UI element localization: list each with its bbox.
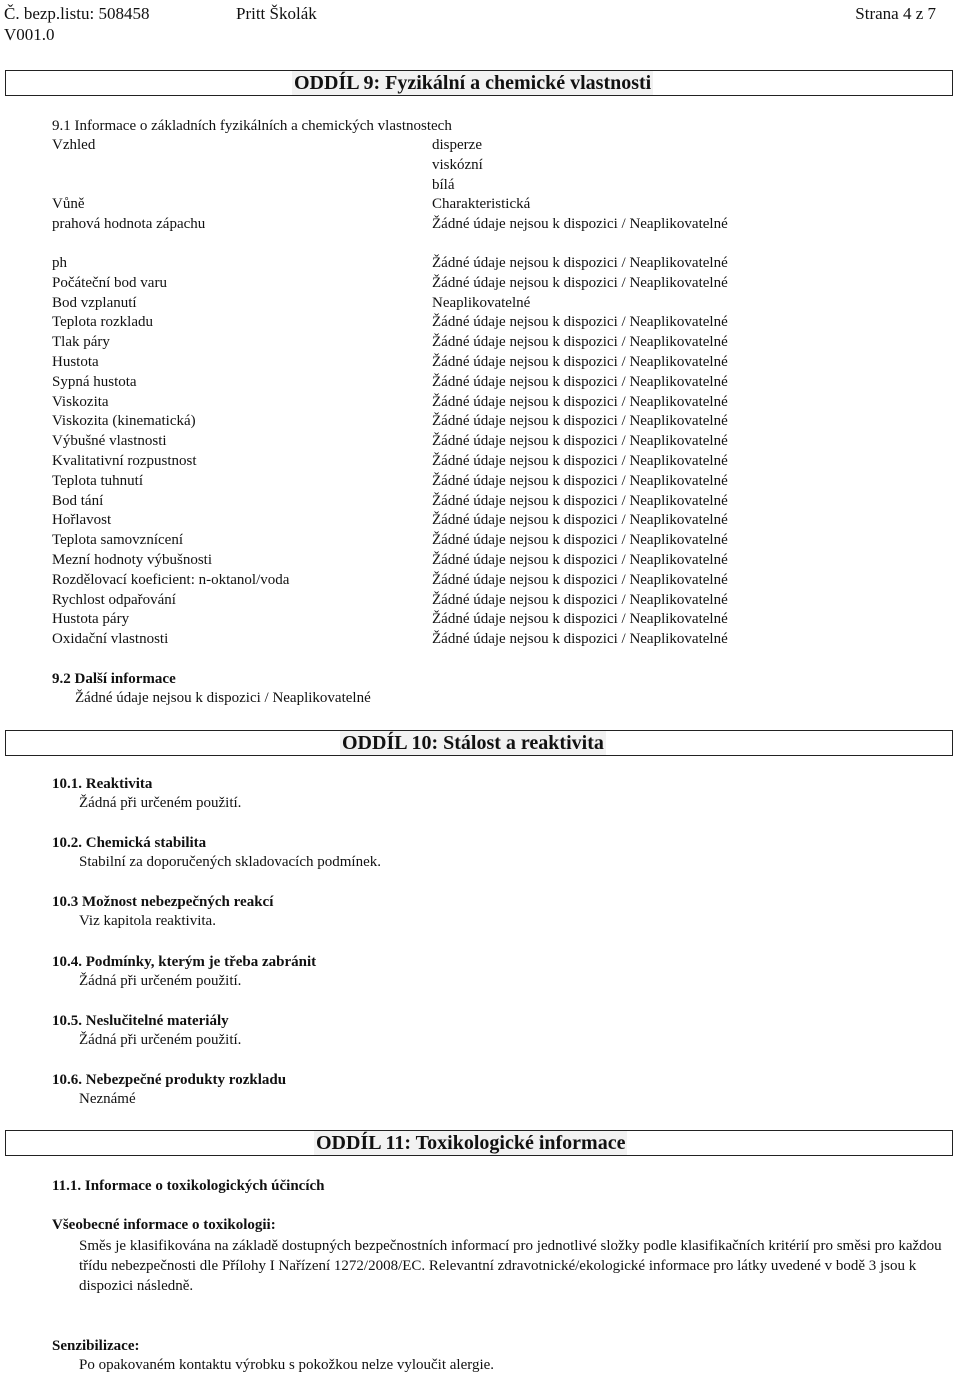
incompatible-materials-heading: 10.5. Neslučitelné materiály xyxy=(52,1013,229,1029)
property-value: Žádné údaje nejsou k dispozici / Neaplikovatelné xyxy=(432,314,728,330)
hazardous-reactions-heading: 10.3 Možnost nebezpečných reakcí xyxy=(52,894,274,910)
property-label: Hustota páry xyxy=(52,611,130,627)
page-number: Strana 4 z 7 xyxy=(855,4,936,23)
property-value: Žádné údaje nejsou k dispozici / Neaplikovatelné xyxy=(432,394,728,410)
property-value: Žádné údaje nejsou k dispozici / Neaplikovatelné xyxy=(432,473,728,489)
appearance-value-3: bílá xyxy=(432,177,455,193)
general-toxicology-text: Směs je klasifikována na základě dostupných bezpečnostních informací pro jednotlivé složky podle klasifikačních kritérií pro směsi pro každou třídu nebezpečnosti dle Přílohy I Nařízení 1272/2008/EC. Relevantní zdravotnické/ekologické informace pro látky uvedené v bodě 3 jsou k dispozici následně. xyxy=(79,1238,942,1294)
chemical-stability-heading: 10.2. Chemická stabilita xyxy=(52,835,207,851)
version: V001.0 xyxy=(4,25,55,44)
sheet-number: Č. bezp.listu: 508458 xyxy=(4,4,150,23)
property-value: Žádné údaje nejsou k dispozici / Neaplikovatelné xyxy=(432,631,728,647)
appearance-value-1: disperze xyxy=(432,137,482,153)
appearance-label: Vzhled xyxy=(52,137,96,153)
property-label: Tlak páry xyxy=(52,334,110,350)
section-10-title: ODDÍL 10: Stálost a reaktivita xyxy=(342,732,604,754)
sensitization-text: Po opakovaném kontaktu výrobku s pokožkou nelze vyloučit alergie. xyxy=(79,1357,495,1373)
odor-threshold-label: prahová hodnota zápachu xyxy=(52,216,206,232)
property-label: Bod vzplanutí xyxy=(52,295,137,311)
property-value: Neaplikovatelné xyxy=(432,295,531,311)
property-value: Žádné údaje nejsou k dispozici / Neaplikovatelné xyxy=(432,433,728,449)
product-name: Pritt Školák xyxy=(236,4,317,23)
property-label: Počáteční bod varu xyxy=(52,275,167,291)
property-label: Teplota tuhnutí xyxy=(52,473,144,489)
conditions-to-avoid-heading: 10.4. Podmínky, kterým je třeba zabránit xyxy=(52,954,317,970)
property-label: Oxidační vlastnosti xyxy=(52,631,169,647)
incompatible-materials-text: Žádná při určeném použití. xyxy=(79,1032,242,1048)
property-value: Žádné údaje nejsou k dispozici / Neaplikovatelné xyxy=(432,493,728,509)
section-11-title: ODDÍL 11: Toxikologické informace xyxy=(316,1132,626,1154)
property-label: Mezní hodnoty výbušnosti xyxy=(52,552,212,568)
decomposition-products-text: Neznámé xyxy=(79,1091,136,1107)
hazardous-reactions-text: Viz kapitola reaktivita. xyxy=(79,913,216,929)
property-value: Žádné údaje nejsou k dispozici / Neaplikovatelné xyxy=(432,592,728,608)
conditions-to-avoid-text: Žádná při určeném použití. xyxy=(79,973,242,989)
property-label: Kvalitativní rozpustnost xyxy=(52,453,197,469)
section-9-title: ODDÍL 9: Fyzikální a chemické vlastnosti xyxy=(294,72,652,94)
property-value: Žádné údaje nejsou k dispozici / Neaplikovatelné xyxy=(432,611,728,627)
appearance-value-2: viskózní xyxy=(432,157,483,173)
general-toxicology-heading: Všeobecné informace o toxikologii: xyxy=(52,1217,276,1233)
property-value: Žádné údaje nejsou k dispozici / Neaplikovatelné xyxy=(432,453,728,469)
property-label: Hustota xyxy=(52,354,99,370)
property-value: Žádné údaje nejsou k dispozici / Neaplikovatelné xyxy=(432,354,728,370)
odor-label: Vůně xyxy=(52,196,85,212)
subsection-9-2-title: 9.2 Další informace xyxy=(52,671,176,687)
chemical-stability-text: Stabilní za doporučených skladovacích podmínek. xyxy=(79,854,381,870)
property-value: Žádné údaje nejsou k dispozici / Neaplikovatelné xyxy=(432,334,728,350)
property-label: Viskozita xyxy=(52,394,109,410)
property-label: Rychlost odpařování xyxy=(52,592,176,608)
sensitization-heading: Senzibilizace: xyxy=(52,1338,140,1354)
property-label: Bod tání xyxy=(52,493,104,509)
property-label: Viskozita (kinematická) xyxy=(52,413,196,429)
property-label: Teplota samovznícení xyxy=(52,532,183,548)
property-value: Žádné údaje nejsou k dispozici / Neaplikovatelné xyxy=(432,275,728,291)
property-label: Teplota rozkladu xyxy=(52,314,153,330)
property-label: ph xyxy=(52,255,67,271)
property-label: Sypná hustota xyxy=(52,374,137,390)
property-value: Žádné údaje nejsou k dispozici / Neaplikovatelné xyxy=(432,255,728,271)
section-9-bar xyxy=(5,70,953,96)
property-value: Žádné údaje nejsou k dispozici / Neaplikovatelné xyxy=(432,552,728,568)
odor-threshold-value: Žádné údaje nejsou k dispozici / Neaplikovatelné xyxy=(432,216,728,232)
odor-value: Charakteristická xyxy=(432,196,531,212)
section-10-bar xyxy=(5,730,953,756)
property-value: Žádné údaje nejsou k dispozici / Neaplikovatelné xyxy=(432,572,728,588)
subsection-9-1-title: 9.1 Informace o základních fyzikálních a chemických vlastnostech xyxy=(52,118,452,134)
subsection-11-1-title: 11.1. Informace o toxikologických účincích xyxy=(52,1178,325,1194)
subsection-9-2-text: Žádné údaje nejsou k dispozici / Neaplikovatelné xyxy=(75,690,371,706)
property-label: Rozdělovací koeficient: n-oktanol/voda xyxy=(52,572,290,588)
property-label: Výbušné vlastnosti xyxy=(52,433,167,449)
property-value: Žádné údaje nejsou k dispozici / Neaplikovatelné xyxy=(432,512,728,528)
property-value: Žádné údaje nejsou k dispozici / Neaplikovatelné xyxy=(432,413,728,429)
reactivity-heading: 10.1. Reaktivita xyxy=(52,776,153,792)
decomposition-products-heading: 10.6. Nebezpečné produkty rozkladu xyxy=(52,1072,287,1088)
property-label: Hořlavost xyxy=(52,512,112,528)
reactivity-text: Žádná při určeném použití. xyxy=(79,795,242,811)
section-11-bar xyxy=(5,1130,953,1156)
property-value: Žádné údaje nejsou k dispozici / Neaplikovatelné xyxy=(432,374,728,390)
property-value: Žádné údaje nejsou k dispozici / Neaplikovatelné xyxy=(432,532,728,548)
